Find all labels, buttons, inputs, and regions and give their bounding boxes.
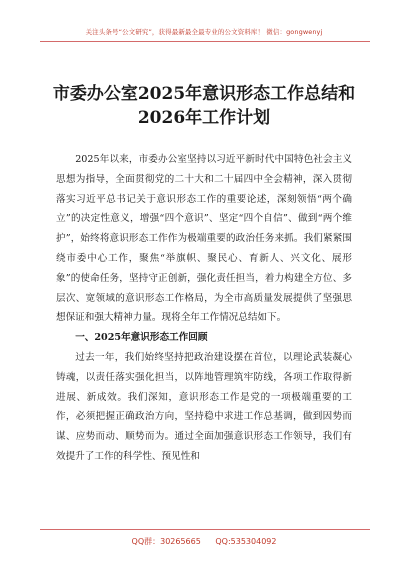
document-title: [0, 82, 408, 130]
document-body: [56, 150, 352, 467]
footer-contact: [0, 536, 408, 547]
footer-qq-group: QQ群：30265665: [131, 537, 201, 546]
footer-qq-number: QQ:535304092: [215, 537, 277, 546]
title-line-2: 2026年工作计划: [137, 108, 271, 128]
section-heading: 一、2025年意识形态工作回顾: [75, 332, 208, 344]
title-line-1: 市委办公室2025年意识形态工作总结和: [52, 84, 356, 104]
header-divider: [40, 41, 370, 42]
paragraph-review: 过去一年，我们始终坚持把政治建设摆在首位，以理论武装凝心铸魂，以责任落实强化担当，以阵地管理筑牢防线，各项工作取得新进展、新成效。我们深知，意识形态工作是党的一项极端重要的工作，必须把握正确政治方向，坚持稳中求进工作总基调，做到因势而谋、应势而动、顺势而为。通过全面加强意识形态工作领导，我们有效提升了工作的科学性、预见性和: [56, 351, 352, 462]
footer-divider: [40, 529, 370, 530]
header-banner: 关注头条号“公文研究”，获得最新最全最专业的公文资料库！ 微信：gongwenyj: [85, 28, 323, 36]
paragraph-intro: 2025年以来，市委办公室坚持以习近平新时代中国特色社会主义思想为指导，全面贯彻党的二十大和二十届四中全会精神，深入贯彻落实习近平总书记关于意识形态工作的重要论述，深刻领悟“两个确立”的决定性意义，增强“四个意识”、坚定“四个自信”、做到“两个维护”，始终将意识形态工作作为极端重要的政治任务来抓。我们紧紧围绕市委中心工作，聚焦“举旗帜、聚民心、育新人、兴文化、展形象”的使命任务，坚持守正创新，强化责任担当，着力构建全方位、多层次、宽领域的意识形态工作格局，为全市高质量发展提供了坚强思想保证和强大精神力量。现将全年工作情况总结如下。: [56, 154, 352, 324]
